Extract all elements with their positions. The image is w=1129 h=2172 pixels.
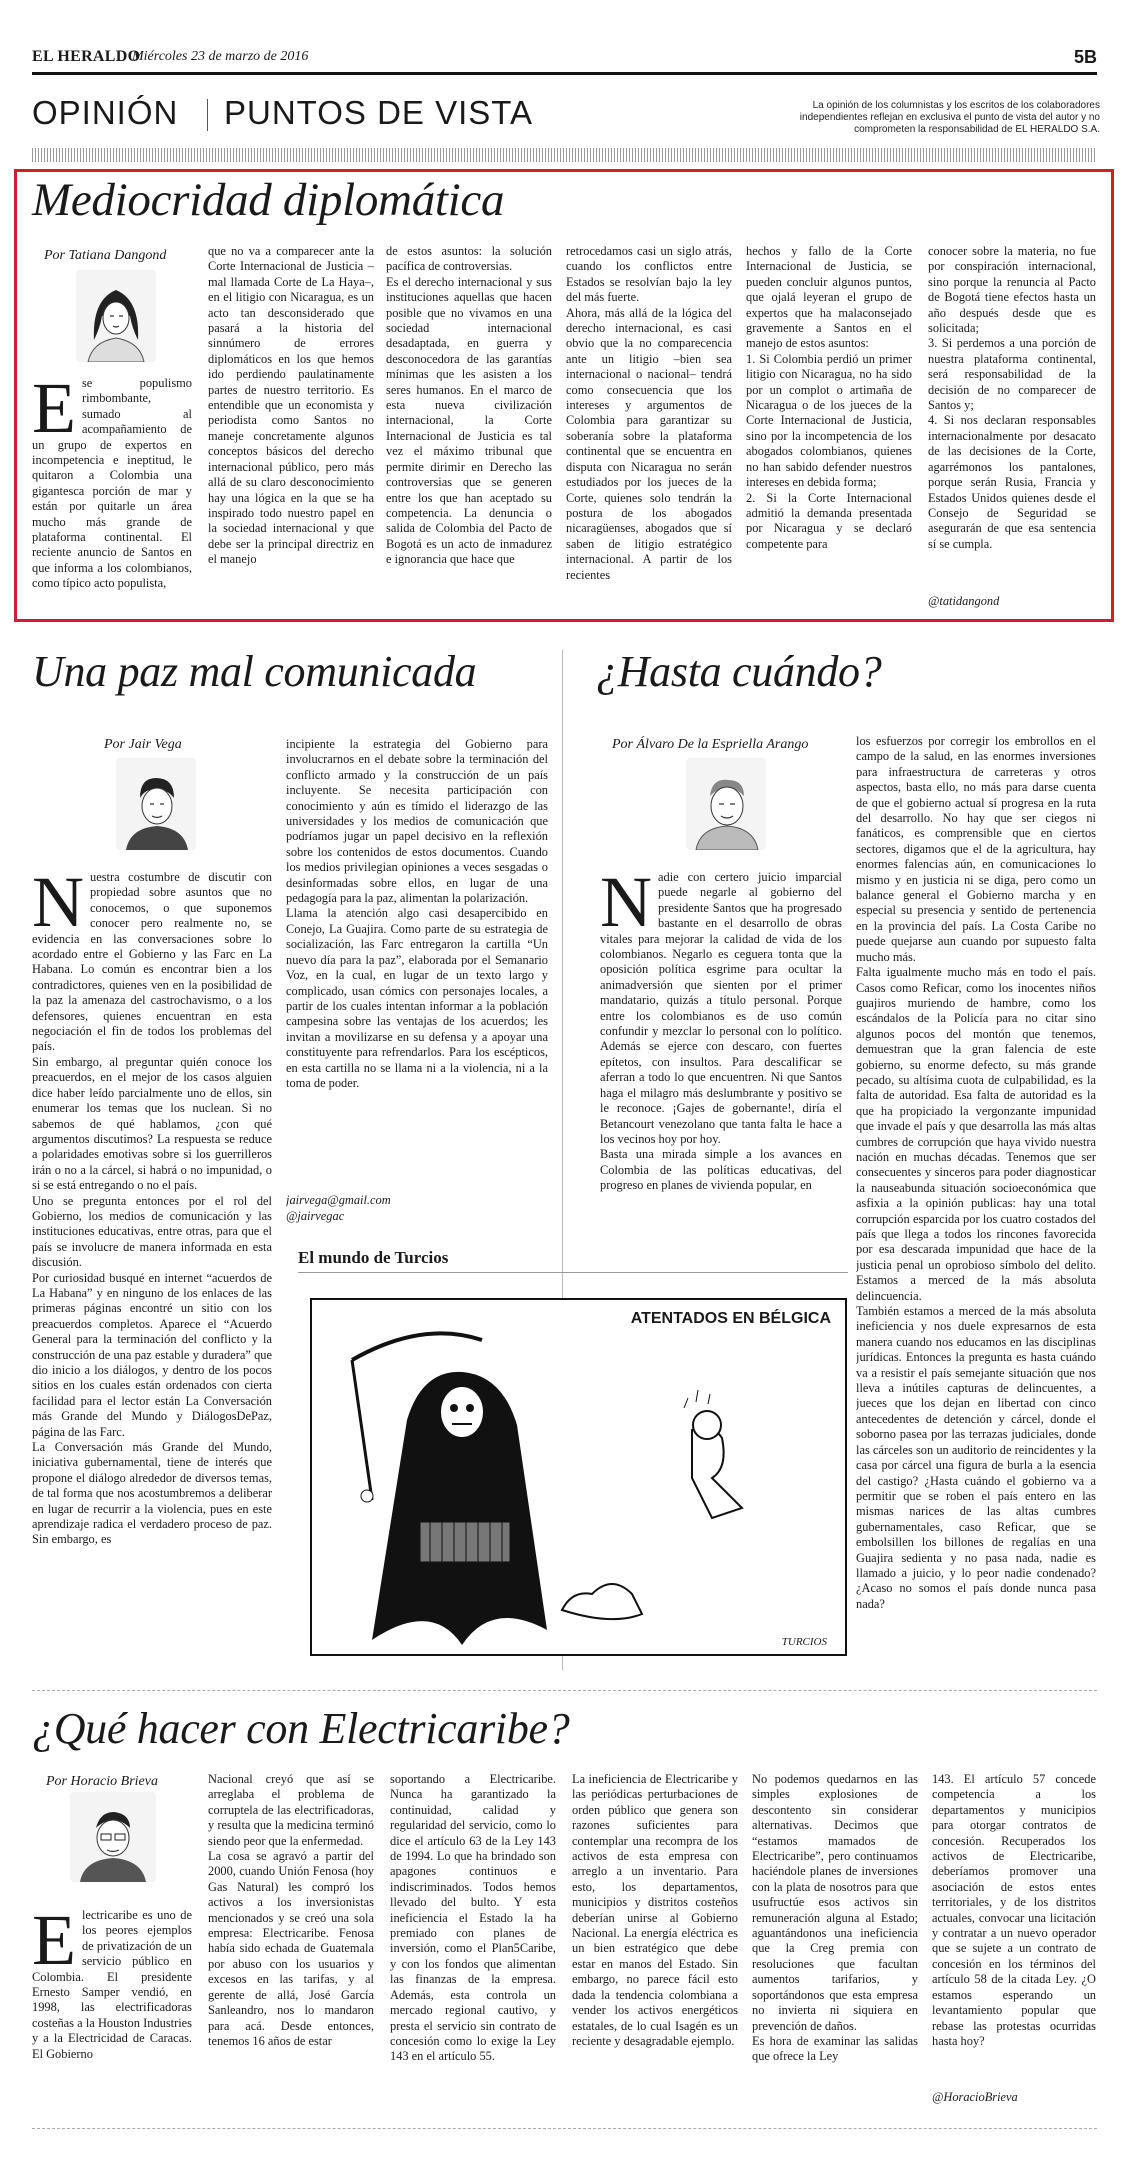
cartoon-rule: [298, 1272, 848, 1273]
issue-date: Miércoles 23 de marzo de 2016: [132, 49, 309, 64]
cartoon-section-title: El mundo de Turcios: [298, 1248, 449, 1267]
column-text: uestra costumbre de discutir con propiedad sobre asuntos que no conocemos, o que suponemos conocer pero realmente no, se evidencia en las conversaciones sobre lo acordado entre el Gobierno y las Farc en La Habana. Lo común es encontrar bien a los contradictores, quienes ven en la posibilidad de la paz la amenaza del castrochavismo, o a los defensores, quienes encuentran en esta negociación el fin de todos los problemas del país. Sin embargo, al preguntar quién conoce los preacuerdos, en el mejor de los casos alguien dice haber leído parcialmente uno de ellos, sin enumerar los temas que los nuclean. Si no sabemos de qué hablamos, ¿con qué argumentos discutimos? La respuesta se reduce a polaridades emotivas sobre si los guerrilleros irán o no a la cárcel, si habrá o no impunidad, o si se está entregando o no el país. Uno se pregunta entonces por el rol del Gobierno, los medios de comunicación y las instituciones educativas, entre otras, para que el país se involucre de manera informada en esta discusión. Por curiosidad busqué en internet “acuerdos de La Habana” y en ninguno de los enlaces de las primeras páginas encontré un sitio con los preacuerdos completos. Aparece el “Acuerdo General para la terminación del conflicto y la construcción de una paz estable y duradera” que dio inicio a los diálogos, y dentro de los pocos sitios en los cuales están ordenados con cierta facilidad para el lector están La Conversación más Grande del Mundo y DiálogosDePaz, página de las Farc. La Conversación más Grande del Mundo, iniciativa gubernamental, tiene de interés que propone el diálogo alrededor de diversos temas, de tal forma que nos acostumbremos a deliberar en lugar de recurrir a la violencia, pues en este aprendizaje radica el verdadero proceso de paz. Sin embargo, es: [32, 870, 272, 1547]
author-handle: @tatidangond: [928, 594, 1000, 608]
article-column: [32, 870, 272, 1664]
newspaper-name: EL HERALDO: [32, 48, 141, 65]
page-number: 5B: [1073, 47, 1097, 67]
drop-cap: E: [32, 376, 76, 448]
section-subtitle: PUNTOS DE VISTA: [224, 94, 534, 131]
portrait-illustration: [116, 758, 196, 850]
cartoon-caption: ATENTADOS EN BÉLGICA: [630, 1310, 831, 1327]
article-column: conocer sobre la materia, no fue por conspiración internacional, sino porque la renuncia al Pacto de Bogotá tiene efectos hasta un año después desde que es solicitada; 3. Si perdemos a una porción de nuestra plataforma continental, será responsabilidad de la decisión de no comparecer de Santos y; 4. Si nos declaran responsables internacionalmente por desacato de las decisiones de la Corte, agarrémonos los pantalones, porque serán Rusia, Francia y Estados Unidos quienes desde el Consejo de Seguridad se asegurarán de que esa sentencia sí se cumpla.: [928, 244, 1096, 551]
cartoon-drawing: [312, 1300, 845, 1654]
author-portrait: [116, 758, 196, 850]
article-byline: Por Horacio Brieva: [46, 1774, 158, 1789]
section-divider: [32, 1690, 1097, 1691]
editorial-cartoon: [310, 1298, 847, 1656]
article-column: retrocedamos casi un siglo atrás, cuando los conflictos entre Estados se resolvían bajo la ley del más fuerte. Ahora, más allá de la lógica del derecho internacional, es casi obvio que la no comparecencia ante un litigio –bien sea internacional o nacional– tendrá como consecuencia que los intereses y argumentos de Colombia para garantizar su soberanía sobre la plataforma continental que se encuentra en disputa con Nicaragua no serán estudiados por los jueces de la Corte, quienes solo tendrán la postura de los abogados nicaragüenses, abogados que sí saben de litigio estratégico internacional. A partir de los recientes: [566, 244, 732, 582]
article-column: Nacional creyó que así se arreglaba el problema de corruptela de las electrificadoras, y resulta que la medicina terminó siendo peor que la enfermedad. La cosa se agravó a partir del 2000, cuando Unión Fenosa (hoy Gas Natural) les compró los activos a los inversionistas mencionados y se creó una sola empresa: Electricaribe. Fenosa había sido echada de Guatemala por abuso con los usuarios y excesos en las tarifas, y al gerente de allá, José García Sanleandro, nos lo mandaron para acá. Desde entonces, tenemos 16 años de estar: [208, 1772, 374, 2048]
article-column: La ineficiencia de Electricaribe y las periódicas perturbaciones de orden público que genera son razones suficientes para contemplar una recompra de los activos de esta empresa con arreglo a un inventario. Para esto, los departamentos, municipios y distritos costeños deberían unirse al Gobierno Nacional. La energía eléctrica es un bien estratégico que debe estar en manos del Estado. Sin embargo, no parece fácil esto dada la tendencia colombiana a vender los activos energéticos estatales, de lo cual Isagén es un reciente y desagradable ejemplo.: [572, 1772, 738, 2048]
author-handle: @HoracioBrieva: [932, 2090, 1018, 2104]
author-email: jairvega@gmail.com: [286, 1193, 391, 1207]
portrait-illustration: [76, 270, 156, 362]
column-text: adie con certero juicio imparcial puede negarle al gobierno del presidente Santos que ha progresado bastante en el desarrollo de obras vitales para mejorar la calidad de vida de los colombianos. Negarlo es ceguera tonta que la oposición política esgrime para ocultar la animadversión que sienten por el primer mandatario, quizás a título personal. Porque entre los colombianos es de uso común confundir y mezclar lo personal con lo político. Además se ejerce con descaro, con fuertes epítetos, con insultos. Para descalificar se aferran a todo lo que encuentren. Ni que Santos haga el milagro más deslumbrante y positivo se le reconoce. ¡Gajes de gobernante!, diría el Betancourt venezolano que tanta falta le hace a los vecinos hoy por hoy. Basta una mirada simple a los avances en Colombia de las políticas educativas, del progreso en planes de vivienda popular, en: [600, 870, 842, 1193]
cartoonist-signature: TURCIOS: [781, 1636, 827, 1648]
author-portrait: [76, 270, 156, 362]
portrait-illustration: [70, 1792, 156, 1882]
author-portrait: [70, 1792, 156, 1882]
article-column: [600, 870, 842, 1230]
article-column: que no va a comparecer ante la Corte Internacional de Justicia –mal llamada Corte de La Haya–, en el litigio con Nicaragua, es un acto tan desconsiderado que pasará a la historia del sinnúmero de errores diplomáticos en los que hemos ido perdiendo paulatinamente partes de nuestro territorio. Es entendible que un economista y periodista como Santos no maneje concretamente algunos conceptos básicos del derecho internacional público, pero más allá de su claro desconocimiento hay una lógica en la que se ha inspirado todo nuestro papel en la sociedad internacional y que debe ser la principal directriz en el manejo: [208, 244, 374, 567]
article-column: 143. El artículo 57 concede competencia a los departamentos y municipios para otorgar contratos de concesión. Recuperados los activos de Electricaribe, deberíamos promover una asociación de estos entes territoriales, y de los distritos actuales, convocar una licitación y contratar a un nuevo operador que se sujete a un contrato de concesión en los términos del artículo 58 de la citada Ley. ¿O estamos esperando un levantamiento popular que rebase las protestas ocurridas hasta hoy?: [932, 1772, 1096, 2048]
section-title: OPINIÓN: [32, 94, 179, 131]
article-column: No podemos quedarnos en las simples explosiones de descontento sin considerar alternativas. Decimos que “estamos mamados de Electricaribe”, pero continuamos haciéndole planes de inversiones con la plata de nosotros para que usufructúe esos activos sin remuneración alguna al Estado; aguantándonos una ineficiencia que la Creg premia con resoluciones que facultan aumentos tarifarios, y soportándonos que esta empresa no invierta ni siquiera en prevención de daños. Es hora de examinar las salidas que ofrece la Ley: [752, 1772, 918, 2064]
article-byline: Por Tatiana Dangond: [44, 248, 167, 263]
article-title: Una paz mal comunicada: [32, 647, 477, 696]
page-bottom-divider: [32, 2128, 1097, 2129]
drop-cap: E: [32, 1908, 76, 1980]
section-separator: [207, 99, 208, 131]
author-handle: @jairvegac: [286, 1209, 345, 1223]
article-column: soportando a Electricaribe. Nunca ha garantizado la continuidad, calidad y regularidad del servicio, como lo dice el artículo 63 de la Ley 143 de 1994. Lo que ha brindado son apagones continuos e indiscriminados. Todos hemos llevado del bulto. Y esta ineficiencia el Estado la ha premiado con planes de inversión, como el Plan5Caribe, y con los fondos que alimentan las finanzas de la empresa. Además, esta controla un mercado regional cautivo, y presta el servicio sin contrato de concesión como lo exige la Ley 143 en el artículo 55.: [390, 1772, 556, 2064]
article-title: ¿Hasta cuándo?: [596, 647, 882, 696]
article-column: de estos asuntos: la solución pacífica de controversias. Es el derecho internacional y sus instituciones aquellas que hacen posible que no vivamos en una sociedad internacional desadaptada, en guerra y desconocedora de las garantías mínimas que les asisten a los seres humanos. En el marco de esta nueva civilización internacional, la Corte Internacional de Justicia es tal vez el máximo tribunal que permite dirimir en Derecho las controversias que se generen entre los que han aceptado su competencia. La denuncia o salida de Colombia del Pacto de Bogotá es un acto de inmadurez e ignorancia que hace que: [386, 244, 552, 567]
article-title: ¿Qué hacer con Electricaribe?: [32, 1704, 570, 1753]
masthead-rule: [32, 72, 1097, 75]
disclaimer-text: La opinión de los columnistas y los escritos de los colaboradores independientes reflejan en exclusiva el punto de vista del autor y no comprometen la responsabilidad de EL HERALDO S.A.: [799, 100, 1100, 135]
article-column: [32, 376, 192, 608]
article-column: hechos y fallo de la Corte Internacional de Justicia, se pueden concluir algunos puntos, que ojalá leyeran el grupo de expertos que ha malaconsejado gravemente a Santos en el manejo de estos asuntos: 1. Si Colombia perdió un primer litigio con Nicaragua, no ha sido por un complot o artimaña de Nicaragua o de los jueces de la Corte Internacional de Justicia, sino por la incompetencia de los abogados colombianos, quienes no han sabido defender nuestros intereses en debida forma; 2. Si la Corte Internacional admitió la demanda presentada por Nicaragua y se declaró competente para: [746, 244, 912, 551]
column-text: se populismo rimbombante, sumado al acompañamiento de un grupo de expertos en incompetencia e ineptitud, le quitaron a Colombia una gigantesca porción de mar y están por quitarle un área mucho más grande de plataforma continental. El reciente anuncio de Santos en que informa a los colombianos, como típico acto populista,: [32, 376, 192, 591]
article-byline: Por Jair Vega: [104, 737, 182, 752]
article-column: [32, 1908, 192, 2110]
author-portrait: [686, 758, 766, 850]
drop-cap: N: [600, 870, 652, 942]
section-hatch-band: [32, 148, 1097, 162]
drop-cap: N: [32, 870, 84, 942]
article-byline: Por Álvaro De la Espriella Arango: [612, 737, 809, 752]
column-text: lectricaribe es uno de los peores ejemplos de privatización de un servicio público en Colombia. El presidente Ernesto Samper vendió, en 1998, las electrificadoras costeñas a la Houston Industries y a la Electricidad de Caracas. El Gobierno: [32, 1908, 192, 2061]
article-column: incipiente la estrategia del Gobierno para involucrarnos en el debate sobre la terminación del conflicto armado y la construcción de un país incluyente. Se necesita participación con conocimiento y aún es tímido el liderazgo de las universidades y los medios de comunicación que podríamos jugar un papel decisivo en la reflexión sobre los contenidos de estos documentos. Cuando los medios privilegian opiniones a veces sesgadas o desinformadas sobre ellos, en lugar de una pedagogía para la paz, alimentan la polarización. Llama la atención algo casi desapercibido en Conejo, La Guajira. Como parte de su estrategia de socialización, las Farc entregaron la cartilla “Un nuevo día para la paz”, elaborada por el Semanario Voz, en la cual, en lugar de un texto largo y complicado, usan cómics con personajes locales, a partir de los cuales intentan informar a la población campesina sobre las ventajas de los acuerdos; les invitan a movilizarse en su defensa y a apoyar una constituyente para refrendarlos. Para los escépticos, en esta cartilla no se llama ni a la violencia, ni a la toma de poder.: [286, 737, 548, 1090]
portrait-illustration: [686, 758, 766, 850]
article-column: los esfuerzos por corregir los embrollos en el campo de la salud, en las enormes inversiones para infraestructura de carreteras y otros aspectos, basta ello, no más para darse cuenta de que el gobierno actual sí progresa en la ruta del desarrollo. No hay que ser ciegos ni fanáticos, es comprensible que en ciertos sectores, digamos que el de la agricultura, hay enormes falencias aún, en comunicaciones lo mismo y en justicia ni se diga, pero como un balance general el Gobierno marcha y en especial su presencia y sentido de pertenencia en la provincia del país. La Costa Caribe no puede quejarse aun cuando por supuesto falta mucho más. Falta igualmente mucho más en todo el país. Casos como Reficar, como los inocentes niños guajiros muriendo de hambre, como los escándalos de la Policía para no citar sino algunos pocos del montón que tenemos, demuestran que la gran falencia de este gobierno, su enorme defecto, su más grande pecado, su altísima cuota de culpabilidad, es la falta de autoridad. Esa falta de autoridad es la que ha propiciado la vergonzante impunidad que invade el país y que desarrolla las más altas cumbres de corrupción que haya vivido nuestra nación en muchas décadas. Tenemos que ser consecuentes y sinceros para poder diagnosticar la nauseabunda situación socioeconómica que asfixia a la opinión publicas: hay una total corrupción esparcida por los cuatro costados del país que llega a todos los rincones favorecida por esa descarada impunidad que hace de la justicia penal un oprobioso símbolo del delito. Estamos a merced de la más absoluta delincuencia. También estamos a merced de la más absoluta ineficiencia y nos duele expresarnos de esta manera cuando nos educamos en las disciplinas jurídicas. Entonces la pregunta es hasta cuándo va a resistir el país semejante situación que nos lleva a inútiles capturas de delincuentes, a jueces que los dejan en libertad con cinco antecedentes de detención y cárcel, donde el soborno pasea por las terrazas judiciales, donde las cárceles son un auditorio de reincidentes y la casa por cárcel una figura de burla a la esencia del castigo? ¿Hasta cuándo el gobierno va a permitir que se roben el país entero en las mismas narices de las altas cumbres gubernamentales, caso Reficar, que se embolsillen los billones de regalías en una Guajira sedienta y no pasa nada, nadie es llamado a juicio, y lo peor nadie condenado? ¿Acaso no somos el país donde nunca pasa nada?: [856, 734, 1096, 1611]
article-title: Mediocridad diplomática: [32, 174, 505, 226]
